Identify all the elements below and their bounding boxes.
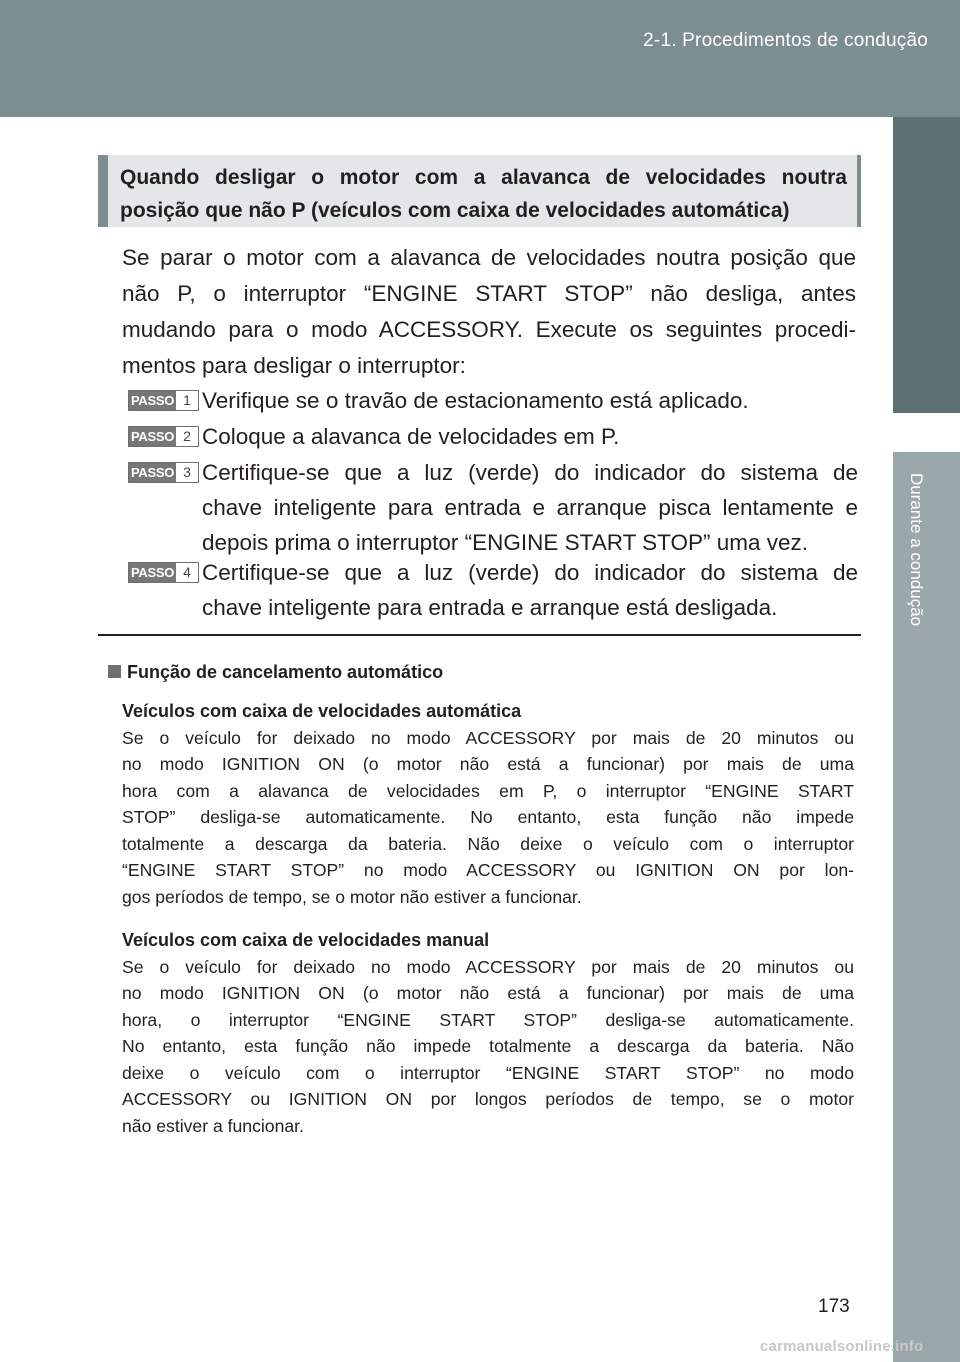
note-line: ACCESSORY ou IGNITION ON por longos períodos de tempo, se o motor bbox=[122, 1089, 854, 1109]
header-band bbox=[0, 0, 960, 117]
step-badge-label: PASSO bbox=[130, 393, 175, 408]
note-line: No entanto, esta função não impede totalmente a descarga da bateria. Não bbox=[122, 1036, 854, 1056]
step-line: Coloque a alavanca de velocidades em P. bbox=[202, 424, 620, 449]
heading-line-1: Quando desligar o motor com a alavanca de velocidades noutra bbox=[120, 166, 847, 189]
step-badge-number: 3 bbox=[176, 463, 198, 482]
step-line: chave inteligente para entrada e arranque está desligada. bbox=[202, 595, 778, 620]
note-line: não estiver a funcionar. bbox=[122, 1115, 304, 1136]
intro-line: Se parar o motor com a alavanca de velocidades noutra posição que bbox=[122, 245, 856, 270]
side-tab bbox=[893, 452, 960, 1362]
step-badge-label: PASSO bbox=[130, 565, 175, 580]
intro-line: não P, o interruptor “ENGINE START STOP” não desliga, antes bbox=[122, 281, 856, 306]
note-line: deixe o veículo com o interruptor “ENGINE START STOP” no modo bbox=[122, 1062, 854, 1083]
note-line: totalmente a descarga da bateria. Não deixe o veículo com o interruptor bbox=[122, 833, 854, 854]
step-1 bbox=[128, 383, 858, 418]
automatic-note-heading: Veículos com caixa de velocidades automática bbox=[122, 701, 522, 721]
step-text bbox=[202, 383, 858, 418]
step-4 bbox=[128, 555, 858, 625]
note-line: hora com a alavanca de velocidades em P, o interruptor “ENGINE START bbox=[122, 780, 854, 801]
step-line: Verifique se o travão de estacionamento está aplicado. bbox=[202, 388, 749, 413]
intro-line: mentos para desligar o interruptor: bbox=[122, 353, 466, 378]
note-line: “ENGINE START STOP” no modo ACCESSORY ou IGNITION ON por lon- bbox=[122, 860, 854, 880]
section-divider bbox=[98, 634, 861, 636]
heading-line-2: posição que não P (veículos com caixa de velocidades automática) bbox=[120, 199, 790, 222]
step-badge-number: 1 bbox=[176, 391, 198, 410]
step-badge bbox=[128, 390, 199, 411]
step-badge bbox=[128, 462, 199, 483]
manual-note bbox=[122, 927, 854, 1139]
step-badge-number: 2 bbox=[176, 427, 198, 446]
note-line: STOP” desliga-se automaticamente. No entanto, esta função não impede bbox=[122, 807, 854, 827]
note-line: Se o veículo for deixado no modo ACCESSORY por mais de 20 minutos ou bbox=[122, 956, 854, 977]
notes-title-text: Função de cancelamento automático bbox=[127, 662, 444, 682]
page-number: 173 bbox=[818, 1296, 850, 1317]
step-text bbox=[202, 555, 858, 625]
square-bullet-icon bbox=[108, 665, 121, 678]
step-badge-number: 4 bbox=[176, 563, 198, 582]
step-badge-label: PASSO bbox=[130, 465, 175, 480]
chapter-label: Durante a condução bbox=[907, 473, 926, 627]
step-text bbox=[202, 419, 858, 454]
note-line: Se o veículo for deixado no modo ACCESSORY por mais de 20 minutos ou bbox=[122, 727, 854, 748]
step-line: Certifique-se que a luz (verde) do indicador do sistema de bbox=[202, 560, 858, 585]
intro-line: mudando para o modo ACCESSORY. Execute os seguintes procedi- bbox=[122, 317, 856, 342]
step-2 bbox=[128, 419, 858, 454]
watermark: carmanualsonline.info bbox=[760, 1338, 924, 1355]
automatic-note bbox=[122, 698, 854, 910]
section-title: 2-1. Procedimentos de condução bbox=[643, 30, 928, 51]
step-3 bbox=[128, 455, 858, 560]
step-text bbox=[202, 455, 858, 560]
step-line: depois prima o interruptor “ENGINE START STOP” uma vez. bbox=[202, 530, 809, 555]
step-line: Certifique-se que a luz (verde) do indicador do sistema de bbox=[202, 460, 858, 485]
note-line: no modo IGNITION ON (o motor não está a funcionar) por mais de uma bbox=[122, 983, 854, 1003]
notes-title bbox=[108, 662, 443, 683]
side-tab-upper bbox=[893, 117, 960, 413]
chapter-number: 2 bbox=[922, 422, 931, 439]
note-line: no modo IGNITION ON (o motor não está a funcionar) por mais de uma bbox=[122, 754, 854, 774]
section-heading bbox=[98, 155, 861, 227]
manual-note-heading: Veículos com caixa de velocidades manual bbox=[122, 930, 490, 950]
note-line: gos períodos de tempo, se o motor não estiver a funcionar. bbox=[122, 886, 582, 907]
intro-paragraph bbox=[122, 240, 856, 384]
step-badge bbox=[128, 562, 199, 583]
step-line: chave inteligente para entrada e arranque pisca lentamente e bbox=[202, 495, 858, 520]
step-badge-label: PASSO bbox=[130, 429, 175, 444]
note-line: hora, o interruptor “ENGINE START STOP” desliga-se automaticamente. bbox=[122, 1009, 854, 1030]
step-badge bbox=[128, 426, 199, 447]
